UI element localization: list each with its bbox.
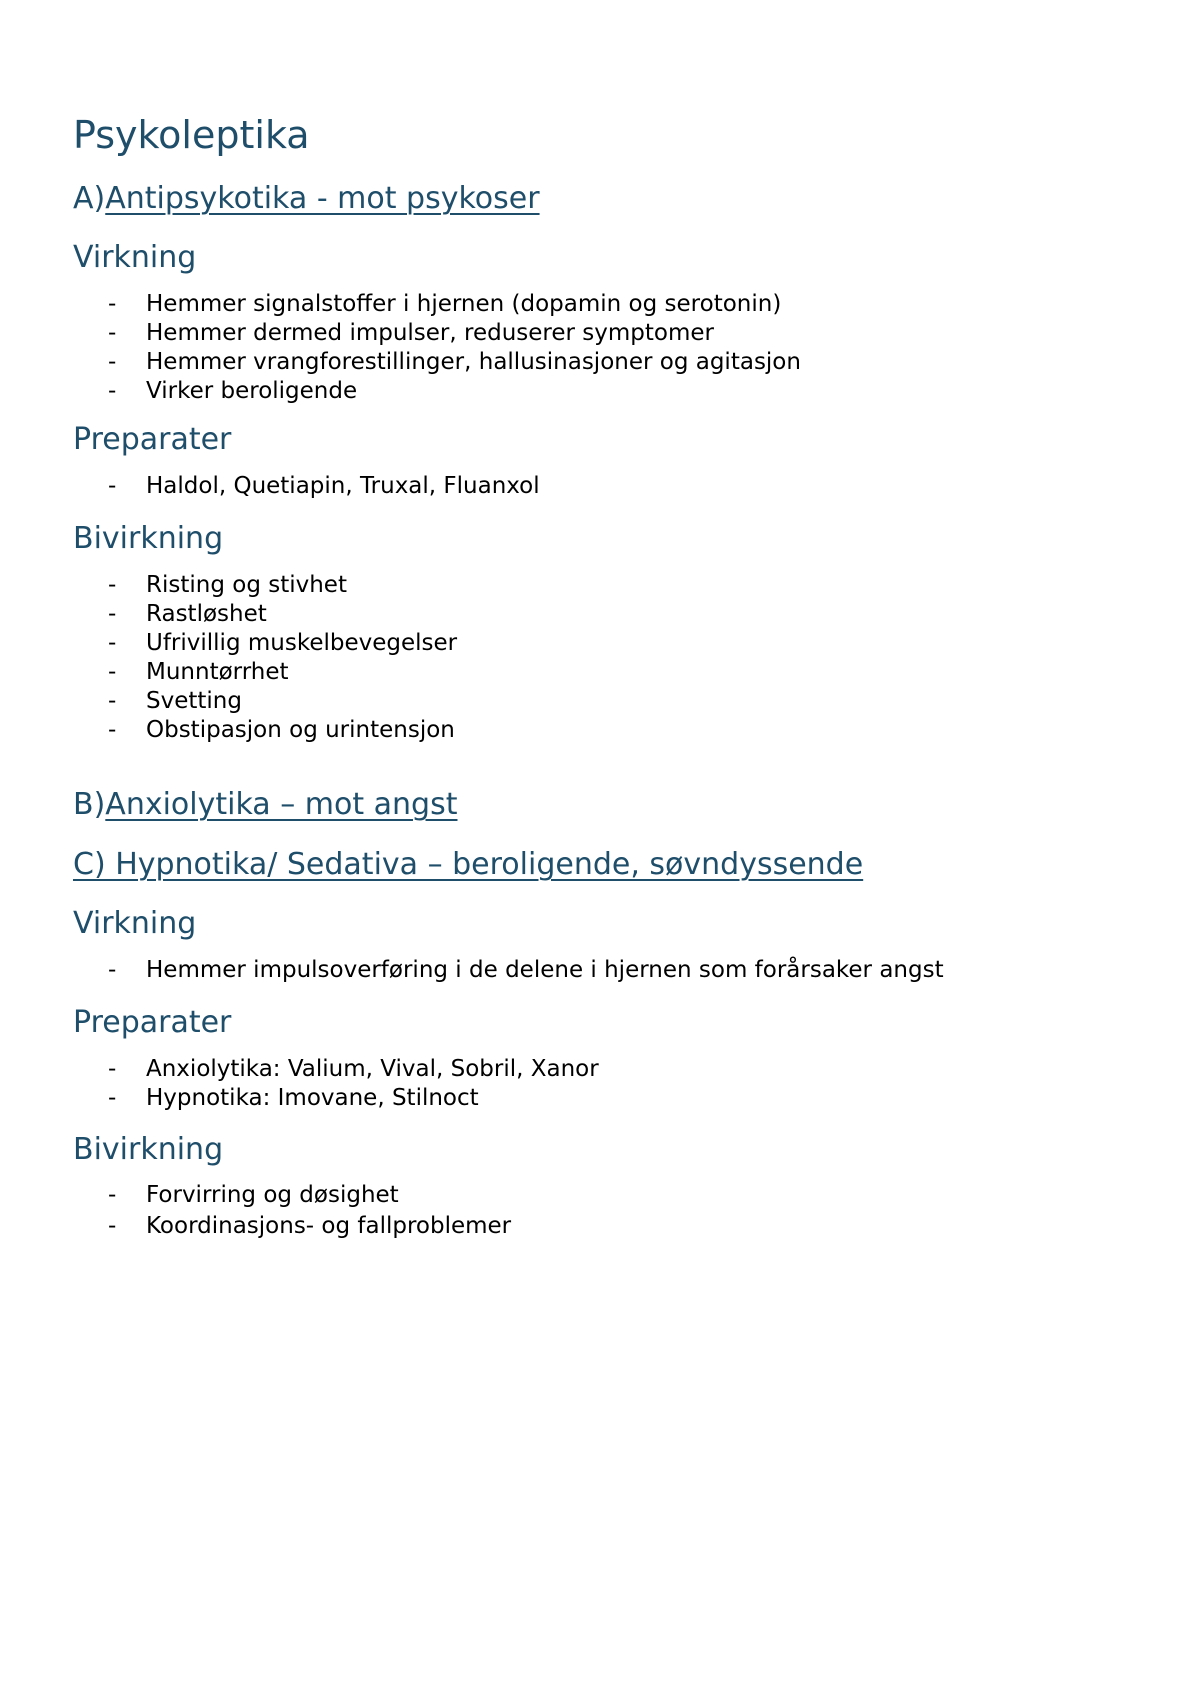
list-item-text: Svetting — [146, 688, 242, 714]
section-a-bivirkning-heading: Bivirkning — [73, 521, 224, 556]
bullet-dash: - — [108, 717, 117, 743]
bullet-dash: - — [108, 291, 117, 317]
bullet-dash: - — [108, 473, 117, 499]
section-b-prefix: B) — [73, 787, 106, 822]
list-item-text: Koordinasjons- og fallproblemer — [146, 1213, 512, 1239]
bullet-dash: - — [108, 320, 117, 346]
list-item-text: Munntørrhet — [146, 659, 289, 685]
list-item-text: Forvirring og døsighet — [146, 1182, 399, 1208]
list-item-text: Ufrivillig muskelbevegelser — [146, 630, 458, 656]
section-b-heading — [73, 786, 457, 824]
bullet-dash: - — [108, 1182, 117, 1208]
bullet-dash: - — [108, 378, 117, 404]
section-a-prefix: A) — [73, 181, 106, 216]
bullet-dash: - — [108, 630, 117, 656]
section-c-heading — [73, 846, 863, 884]
section-c-title: C) Hypnotika/ Sedativa – beroligende, søvndyssende — [73, 847, 864, 882]
list-item-text: Rastløshet — [146, 601, 267, 627]
section-c-preparater-heading: Preparater — [73, 1005, 232, 1040]
section-c-virkning-heading: Virkning — [73, 906, 197, 941]
list-item-text: Hemmer impulsoverføring i de delene i hjernen som forårsaker angst — [146, 957, 944, 983]
bullet-dash: - — [108, 1213, 117, 1239]
list-item-text: Hemmer vrangforestillinger, hallusinasjoner og agitasjon — [146, 349, 801, 375]
list-item-text: Anxiolytika: Valium, Vival, Sobril, Xanor — [146, 1056, 599, 1082]
bullet-dash: - — [108, 1085, 117, 1111]
bullet-dash: - — [108, 1056, 117, 1082]
list-item-text: Haldol, Quetiapin, Truxal, Fluanxol — [146, 473, 540, 499]
bullet-dash: - — [108, 572, 117, 598]
bullet-dash: - — [108, 601, 117, 627]
bullet-dash: - — [108, 688, 117, 714]
list-item-text: Obstipasjon og urintensjon — [146, 717, 455, 743]
section-a-title: Antipsykotika - mot psykoser — [105, 181, 540, 216]
list-item-text: Hemmer signalstoffer i hjernen (dopamin og serotonin) — [146, 291, 782, 317]
list-item-text: Hypnotika: Imovane, Stilnoct — [146, 1085, 479, 1111]
section-b-title: Anxiolytika – mot angst — [105, 787, 458, 822]
list-item-text: Virker beroligende — [146, 378, 358, 404]
document-title: Psykoleptika — [73, 113, 310, 157]
section-c-bivirkning-heading: Bivirkning — [73, 1132, 224, 1167]
bullet-dash: - — [108, 349, 117, 375]
list-item-text: Hemmer dermed impulser, reduserer symptomer — [146, 320, 714, 346]
bullet-dash: - — [108, 659, 117, 685]
section-a-heading — [73, 180, 540, 218]
section-a-preparater-heading: Preparater — [73, 422, 232, 457]
list-item-text: Risting og stivhet — [146, 572, 347, 598]
section-a-virkning-heading: Virkning — [73, 240, 197, 275]
bullet-dash: - — [108, 957, 117, 983]
